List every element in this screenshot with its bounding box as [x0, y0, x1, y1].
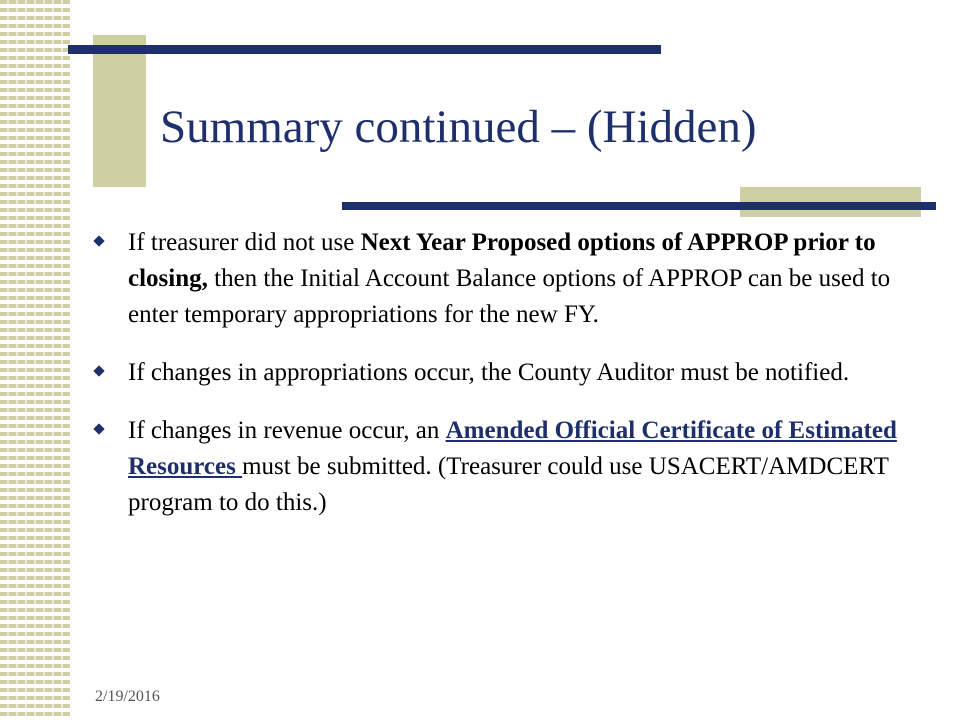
bullet-text: If changes in appropriations occur, the County Auditor must be notified.: [128, 359, 850, 386]
bullet-item-county-auditor: [95, 355, 915, 391]
decorative-navy-bar-top: [68, 45, 661, 54]
decorative-navy-bar-bottom: [342, 202, 936, 210]
amended-certificate-link[interactable]: Amended Official Certificate of Estimated Resources: [128, 417, 897, 480]
decorative-tan-block-left: [93, 35, 146, 187]
bullet-text: must be submitted. (Treasurer could use USACERT/AMDCERT program to do this.): [128, 453, 889, 516]
footer-date: 2/19/2016: [95, 688, 160, 705]
bullet-text: If changes in revenue occur, an: [128, 417, 446, 444]
diamond-bullet-icon: [93, 235, 104, 246]
diamond-bullet-icon: [93, 365, 104, 376]
slide-title: Summary continued – (Hidden): [160, 101, 757, 153]
bullet-item-temporary-appropriations: [95, 225, 915, 333]
bullet-list: [95, 225, 915, 543]
decorative-stripe-band: [0, 0, 70, 720]
diamond-bullet-icon: [93, 423, 104, 434]
bullet-bold-text: Next Year Proposed options of APPROP prior to closing,: [128, 229, 876, 292]
bullet-text: then the Initial Account Balance options of APPROP can be used to enter temporary appropriations for the new FY.: [128, 265, 891, 328]
bullet-text: If treasurer did not use: [128, 229, 361, 256]
bullet-item-amended-certificate: [95, 413, 915, 521]
